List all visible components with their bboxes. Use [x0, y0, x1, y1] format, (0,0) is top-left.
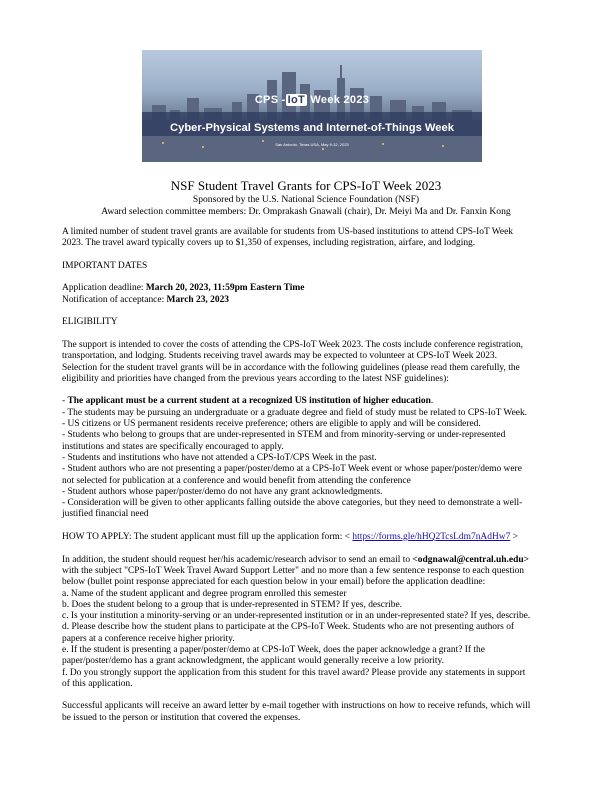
banner-location: San Antonio, Texas USA, May 9-12, 2023: [275, 142, 349, 147]
committee-line: Award selection committee members: Dr. Omprakash Gnawali (chair), Dr. Meiyi Ma and Dr. Fanxin Kong: [101, 206, 511, 217]
closing-line: be issued to the person or institution that covered the expenses.: [62, 712, 301, 723]
eligibility-criterion-primary: - The applicant must be a current student at a recognized US institution of higher education.: [62, 396, 434, 407]
eligibility-criterion: - Students who belong to groups that are under-represented in STEM and from minority-serving or under-represented: [62, 430, 506, 441]
notification-value: March 23, 2023: [166, 294, 230, 305]
question-item: of this application.: [62, 678, 133, 689]
notification-line: Notification of acceptance: March 23, 2023: [62, 294, 230, 305]
eligibility-criterion: - The students may be pursuing an undergraduate or a graduate degree and field of study must be related to CPS-IoT Week.: [62, 407, 528, 418]
question-item: papers at a conference receive higher priority.: [62, 633, 235, 644]
advisor-email: <odgnawal@central.uh.edu>: [412, 554, 529, 565]
eligibility-criterion: - US citizens or US permanent residents receive preference; others are eligible to apply and will be considered.: [62, 419, 481, 430]
question-item: a. Name of the student applicant and degree program enrolled this semester: [62, 588, 347, 599]
question-item: e. If the student is presenting a paper/poster/demo at CPS-IoT Week, does the paper acknowledge a grant? If the: [62, 644, 485, 655]
intro-line: A limited number of student travel grants are available for students from US-based institutions to attend CPS-IoT Week: [62, 227, 514, 237]
banner-subtitle: Cyber-Physical Systems and Internet-of-Things Week: [170, 122, 454, 134]
dates-heading: IMPORTANT DATES: [62, 260, 148, 271]
question-item: c. Is your institution a minority-serving or an under-represented institution or in an under-represented state? If yes, describe.: [62, 611, 531, 622]
question-item: f. Do you strongly support the application from this student for this travel award? Please provide any statements in support: [62, 667, 526, 678]
application-form-link[interactable]: https://forms.gle/hHQ2TcsLdm7nAdHw7: [352, 532, 511, 543]
eligibility-heading: ELIGIBILITY: [62, 317, 118, 328]
banner-week-title: CPS - IoT Week 2023: [254, 94, 370, 106]
eligibility-criterion: - Students and institutions who have not attended a CPS-IoT/CPS Week in the past.: [62, 452, 377, 463]
advisor-request-line: with the subject "CPS-IoT Week Travel Award Support Letter" and no more than a few sentence response to each question: [62, 565, 525, 576]
intro-line: 2023. The travel award typically covers up to $1,350 of expenses, including registration, airfare, and lodging.: [62, 238, 476, 249]
eligibility-criterion: justified financial need: [62, 509, 149, 520]
eligibility-criterion: not selected for publication at a conference and would benefit from attending the conference: [62, 475, 411, 486]
closing-line: Successful applicants will receive an award letter by e-mail together with instructions on how to receive refunds, which will: [62, 701, 531, 712]
eligibility-line: Selection for the student travel grants will be in accordance with the following guidelines (please read them carefully, the: [62, 362, 520, 373]
sponsor-line: Sponsored by the U.S. National Science Foundation (NSF): [192, 194, 420, 205]
eligibility-criterion: - Student authors whose paper/poster/demo do not have any grant acknowledgments.: [62, 486, 383, 497]
question-item: d. Please describe how the student plans to participate at the CPS-IoT Week. Students who are not presenting authors of: [62, 622, 515, 633]
eligibility-line: transportation, and lodging. Students receiving travel awards may be expected to volunteer at CPS-IoT Week 2023.: [62, 351, 498, 362]
deadline-line: Application deadline: March 20, 2023, 11:59pm Eastern Time: [62, 283, 305, 294]
advisor-request-line: below (bullet point response appreciated for each question below in your email) before the application deadline:: [62, 577, 486, 588]
advisor-request-line: In addition, the student should request her/his academic/research advisor to send an email to <odgnawal@central.uh.edu>: [62, 554, 529, 565]
eligibility-line: The support is intended to cover the costs of attending the CPS-IoT Week 2023. The costs include conference registration,: [62, 339, 524, 350]
eligibility-criterion: - Consideration will be given to other applicants falling outside the above categories, but they need to demonstrate a well-: [62, 498, 523, 509]
how-to-apply-line: HOW TO APPLY: The student applicant must fill up the application form: < https://forms.gle/hHQ2TcsLdm7nAdHw7 >: [62, 532, 518, 543]
eligibility-line: eligibility and priorities have changed from the previous years according to the latest NSF guidelines):: [62, 373, 449, 384]
question-item: b. Does the student belong to a group that is under-represented in STEM? If yes, describe.: [62, 599, 402, 610]
cps-iot-week-banner: [142, 50, 482, 162]
deadline-value: March 20, 2023, 11:59pm Eastern Time: [145, 283, 305, 294]
page-title: NSF Student Travel Grants for CPS-IoT Week 2023: [170, 178, 442, 193]
question-item: paper/poster/demo has a grant acknowledgment, the applicant would generally receive a low priority.: [62, 656, 444, 667]
document-body: [62, 227, 554, 724]
eligibility-criterion: institutions and states are specifically encouraged to apply.: [62, 441, 284, 452]
eligibility-criterion: - Student authors who are not presenting a paper/poster/demo at a CPS-IoT Week event or whose paper/poster/demo were: [62, 464, 522, 475]
